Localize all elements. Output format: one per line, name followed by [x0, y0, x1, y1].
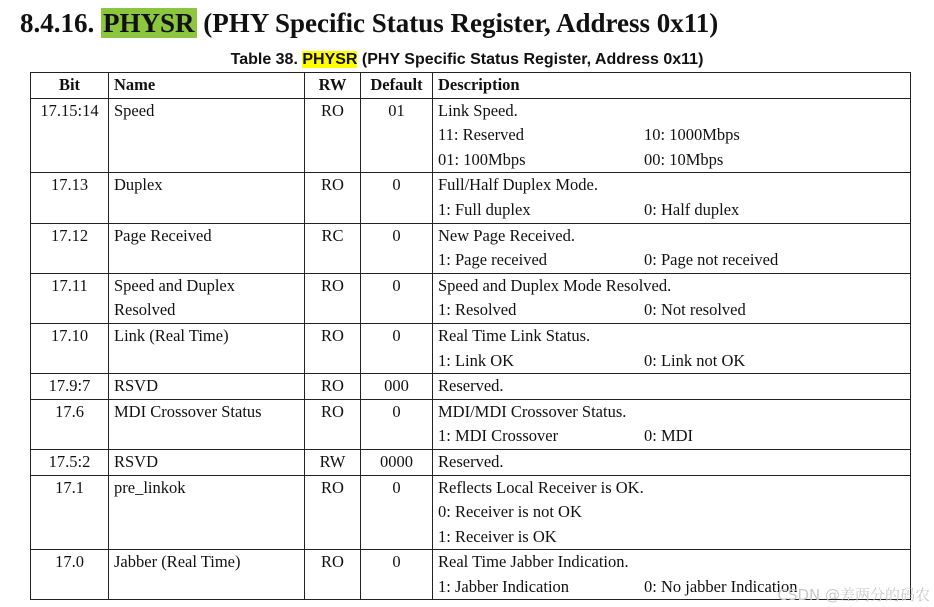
- value-text: 0: Not resolved: [644, 300, 746, 320]
- name-cell: [109, 98, 305, 173]
- default-cell: 0: [361, 173, 433, 223]
- value-text: 0: MDI: [644, 426, 694, 446]
- value-line: [438, 349, 905, 374]
- rw-cell: RW: [305, 449, 361, 475]
- bit-cell: 17.13: [31, 173, 109, 223]
- value-line: [438, 424, 905, 449]
- rw-cell: RO: [305, 173, 361, 223]
- name-line: RSVD: [114, 451, 159, 471]
- name-line: Link (Real Time): [114, 325, 229, 345]
- description-cell: [433, 323, 911, 373]
- rw-cell: RO: [305, 273, 361, 323]
- table-row: [31, 273, 911, 323]
- value-text: 01: 100Mbps: [438, 149, 526, 169]
- section-title: (PHY Specific Status Register, Address 0x11): [196, 8, 719, 38]
- value-text: 00: 10Mbps: [644, 149, 724, 169]
- description-summary: Real Time Link Status.: [438, 325, 591, 345]
- description-summary: Reserved.: [438, 376, 504, 396]
- table-row: [31, 98, 911, 173]
- description-cell: [433, 399, 911, 449]
- value-text: 1: Resolved: [438, 300, 517, 320]
- name-cell: [109, 449, 305, 475]
- description-summary: New Page Received.: [438, 225, 575, 245]
- name-line: RSVD: [114, 376, 159, 396]
- value-text: 1: Jabber Indication: [438, 576, 570, 596]
- name-cell: [109, 223, 305, 273]
- table-row: [31, 475, 911, 550]
- caption-title: (PHY Specific Status Register, Address 0x11): [357, 51, 704, 68]
- description-summary: Real Time Jabber Indication.: [438, 552, 629, 572]
- register-name-highlight: PHYSR: [103, 8, 195, 38]
- value-text: 0: Receiver is not OK: [438, 502, 582, 522]
- header-row: [31, 73, 911, 99]
- value-line: [438, 525, 905, 550]
- value-text: 1: Receiver is OK: [438, 526, 557, 546]
- table-row: [31, 323, 911, 373]
- rw-cell: RO: [305, 323, 361, 373]
- bit-cell: 17.6: [31, 399, 109, 449]
- description-summary: Speed and Duplex Mode Resolved.: [438, 275, 672, 295]
- name-cell: [109, 273, 305, 323]
- name-line: Resolved: [114, 300, 176, 320]
- rw-cell: RC: [305, 223, 361, 273]
- col-header-bit: Bit: [31, 73, 109, 99]
- table-row: [31, 449, 911, 475]
- value-text: 1: Link OK: [438, 350, 515, 370]
- bit-cell: 17.15:14: [31, 98, 109, 173]
- default-cell: 01: [361, 98, 433, 173]
- bit-cell: 17.1: [31, 475, 109, 550]
- col-header-default: Default: [361, 73, 433, 99]
- name-cell: [109, 475, 305, 550]
- description-cell: [433, 223, 911, 273]
- section-number: 8.4.16.: [20, 8, 95, 38]
- default-cell: 0000: [361, 449, 433, 475]
- bit-cell: 17.5:2: [31, 449, 109, 475]
- bit-cell: 17.9:7: [31, 374, 109, 400]
- value-text: 11: Reserved: [438, 125, 524, 145]
- bit-cell: 17.10: [31, 323, 109, 373]
- col-header-name: Name: [109, 73, 305, 99]
- col-header-description: Description: [433, 73, 911, 99]
- name-line: pre_linkok: [114, 477, 186, 497]
- default-cell: 0: [361, 475, 433, 550]
- value-text: 0: No jabber Indication: [644, 576, 798, 596]
- description-summary: Full/Half Duplex Mode.: [438, 175, 598, 195]
- watermark: CSDN @差两分的码农: [777, 586, 930, 604]
- value-text: 0: Half duplex: [644, 199, 740, 219]
- value-line: [438, 148, 905, 173]
- value-line: [438, 500, 905, 525]
- value-line: [438, 298, 905, 323]
- description-summary: Link Speed.: [438, 100, 518, 120]
- name-line: MDI Crossover Status: [114, 401, 262, 421]
- rw-cell: RO: [305, 374, 361, 400]
- bit-cell: 17.0: [31, 550, 109, 600]
- register-table-body: [31, 98, 911, 600]
- name-line: Speed: [114, 100, 155, 120]
- bit-cell: 17.12: [31, 223, 109, 273]
- name-cell: [109, 323, 305, 373]
- default-cell: 0: [361, 399, 433, 449]
- table-row: [31, 374, 911, 400]
- name-cell: [109, 550, 305, 600]
- description-cell: [433, 449, 911, 475]
- description-cell: [433, 475, 911, 550]
- name-line: Page Received: [114, 225, 212, 245]
- table-caption: [0, 50, 934, 70]
- table-row: [31, 399, 911, 449]
- name-line: Duplex: [114, 175, 163, 195]
- value-text: 1: MDI Crossover: [438, 426, 559, 446]
- name-line: Jabber (Real Time): [114, 552, 241, 572]
- default-cell: 0: [361, 223, 433, 273]
- description-cell: [433, 98, 911, 173]
- description-summary: MDI/MDI Crossover Status.: [438, 401, 627, 421]
- name-cell: [109, 399, 305, 449]
- value-text: 0: Page not received: [644, 250, 779, 270]
- name-cell: [109, 173, 305, 223]
- value-text: 1: Page received: [438, 250, 548, 270]
- value-text: 1: Full duplex: [438, 199, 531, 219]
- name-line: Speed and Duplex: [114, 275, 235, 295]
- default-cell: 0: [361, 550, 433, 600]
- rw-cell: RO: [305, 550, 361, 600]
- section-heading: [20, 6, 718, 40]
- register-table: [30, 72, 911, 600]
- description-summary: Reflects Local Receiver is OK.: [438, 477, 644, 497]
- description-cell: [433, 273, 911, 323]
- rw-cell: RO: [305, 399, 361, 449]
- description-cell: [433, 173, 911, 223]
- description-summary: Reserved.: [438, 451, 504, 471]
- name-cell: [109, 374, 305, 400]
- table-row: [31, 173, 911, 223]
- value-line: [438, 123, 905, 148]
- caption-register-highlight: PHYSR: [302, 51, 358, 68]
- value-line: [438, 248, 905, 273]
- default-cell: 0: [361, 323, 433, 373]
- default-cell: 0: [361, 273, 433, 323]
- bit-cell: 17.11: [31, 273, 109, 323]
- rw-cell: RO: [305, 475, 361, 550]
- value-text: 10: 1000Mbps: [644, 125, 740, 145]
- col-header-rw: RW: [305, 73, 361, 99]
- value-line: [438, 198, 905, 223]
- caption-prefix: Table 38.: [230, 51, 303, 68]
- description-cell: [433, 374, 911, 400]
- default-cell: 000: [361, 374, 433, 400]
- rw-cell: RO: [305, 98, 361, 173]
- table-row: [31, 223, 911, 273]
- value-text: 0: Link not OK: [644, 350, 746, 370]
